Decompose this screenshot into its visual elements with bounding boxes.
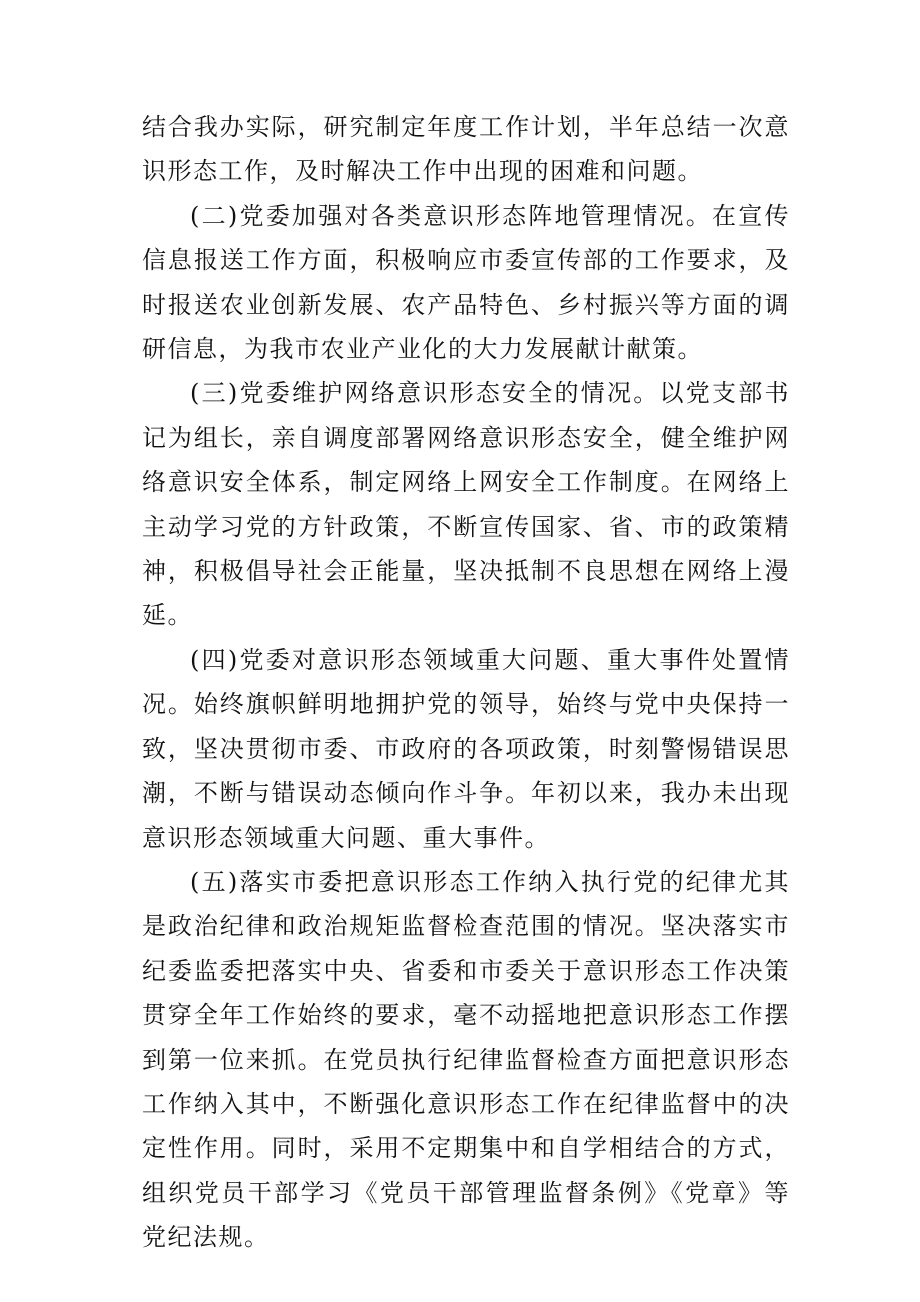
paragraph-continuation: 结合我办实际，研究制定年度工作计划，半年总结一次意识形态工作，及时解决工作中出现的困难和问题。 (142, 113, 790, 186)
paragraph-section-3: (三)党委维护网络意识形态安全的情况。以党支部书记为组长，亲自调度部署网络意识形态安全，健全维护网络意识安全体系，制定网络上网安全工作制度。在网络上主动学习党的方针政策，不断宣传国家、省、市的政策精神，积极倡导社会正能量，坚决抵制不良思想在网络上漫延。 (142, 379, 790, 630)
paragraph-section-2: (二)党委加强对各类意识形态阵地管理情况。在宣传信息报送工作方面，积极响应市委宣传部的工作要求，及时报送农业创新发展、农产品特色、乡村振兴等方面的调研信息，为我市农业产业化的大力发展献计献策。 (142, 201, 790, 364)
paragraph-section-4: (四)党委对意识形态领域重大问题、重大事件处置情况。始终旗帜鲜明地拥护党的领导，始终与党中央保持一致，坚决贯彻市委、市政府的各项政策，时刻警惕错误思潮，不断与错误动态倾向作斗争。年初以来，我办未出现意识形态领域重大问题、重大事件。 (142, 645, 790, 852)
paragraph-section-5: (五)落实市委把意识形态工作纳入执行党的纪律尤其是政治纪律和政治规矩监督检查范围的情况。坚决落实市纪委监委把落实中央、省委和市委关于意识形态工作决策贯穿全年工作始终的要求，毫不动摇地把意识形态工作摆到第一位来抓。在党员执行纪律监督检查方面把意识形态工作纳入其中，不断强化意识形态工作在纪律监督中的决定性作用。同时，采用不定期集中和自学相结合的方式，组织党员干部学习《党员干部管理监督条例》《党章》等党纪法规。 (142, 867, 790, 1252)
document-body (142, 105, 790, 1260)
